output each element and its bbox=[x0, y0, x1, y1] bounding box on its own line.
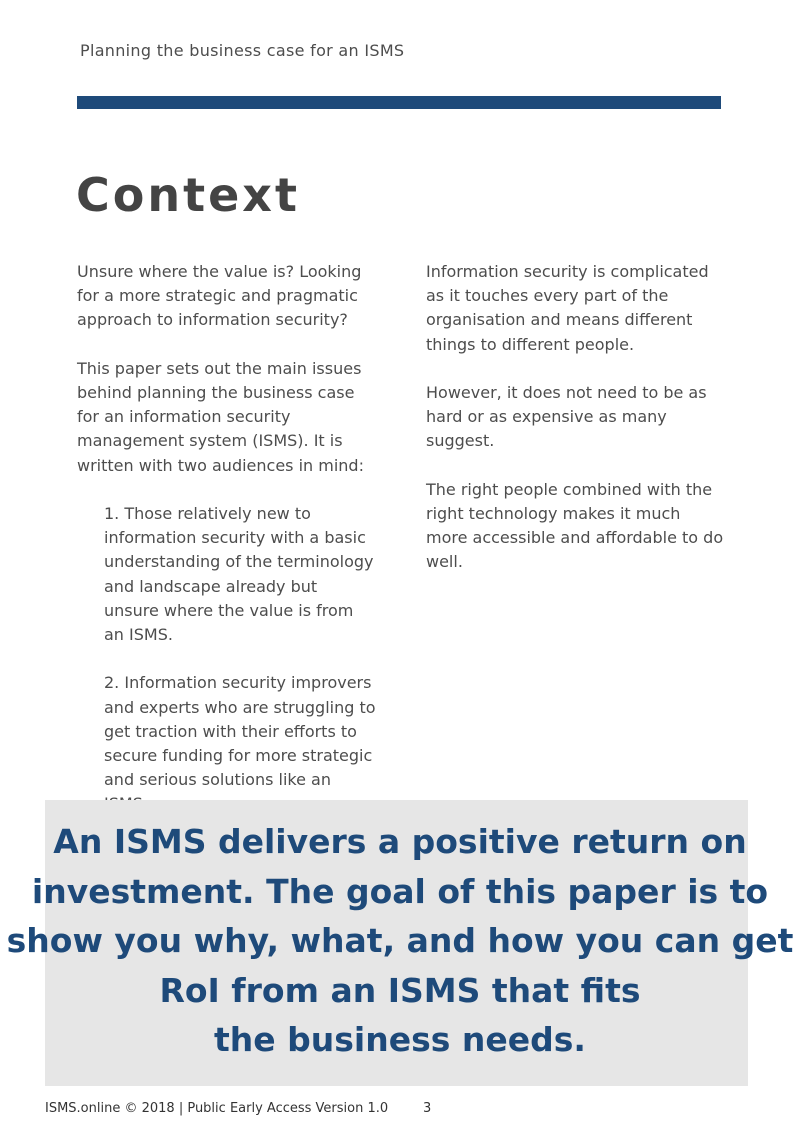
right-column bbox=[426, 260, 726, 599]
callout-line: the business needs. bbox=[214, 1020, 586, 1059]
footer-copyright: ISMS.online © 2018 | Public Early Access Version 1.0 bbox=[45, 1101, 389, 1116]
callout-line: RoI from an ISMS that fits bbox=[159, 970, 641, 1010]
running-header: Planning the business case for an ISMS bbox=[80, 41, 405, 60]
page-number: 3 bbox=[423, 1101, 432, 1116]
section-title: Context bbox=[76, 168, 300, 222]
audience-item-1: 1. Those relatively new to information security with a basic understanding of the terminology and landscape already but unsure where the value is from an ISMS. bbox=[104, 504, 374, 645]
cost-paragraph: However, it does not need to be as hard or as expensive as many suggest. bbox=[426, 383, 707, 451]
left-column bbox=[77, 260, 377, 841]
callout-line: An ISMS delivers a positive return on bbox=[53, 822, 747, 861]
callout-line: investment. The goal of this paper is to bbox=[31, 871, 769, 911]
callout-text bbox=[0, 817, 800, 1065]
header-divider-bar bbox=[77, 96, 721, 109]
audience-item-2: 2. Information security improvers and experts who are struggling to get traction with their efforts to secure funding for more strategic and serious solutions like an bbox=[104, 673, 376, 790]
purpose-paragraph: This paper sets out the main issues behind planning the business case for an information security management system (ISMS). It is written with two audiences in mind: bbox=[77, 358, 364, 475]
intro-paragraph: Unsure where the value is? Looking for a more strategic and pragmatic approach to information security? bbox=[77, 262, 362, 330]
complexity-paragraph: Information security is complicated as it touches every part of the organisation and means different things to different people. bbox=[426, 262, 709, 354]
callout-line: show you why, what, and how you can get bbox=[6, 921, 794, 960]
people-technology-paragraph: The right people combined with the right technology makes it much more accessible and affordable to do well. bbox=[426, 479, 724, 572]
